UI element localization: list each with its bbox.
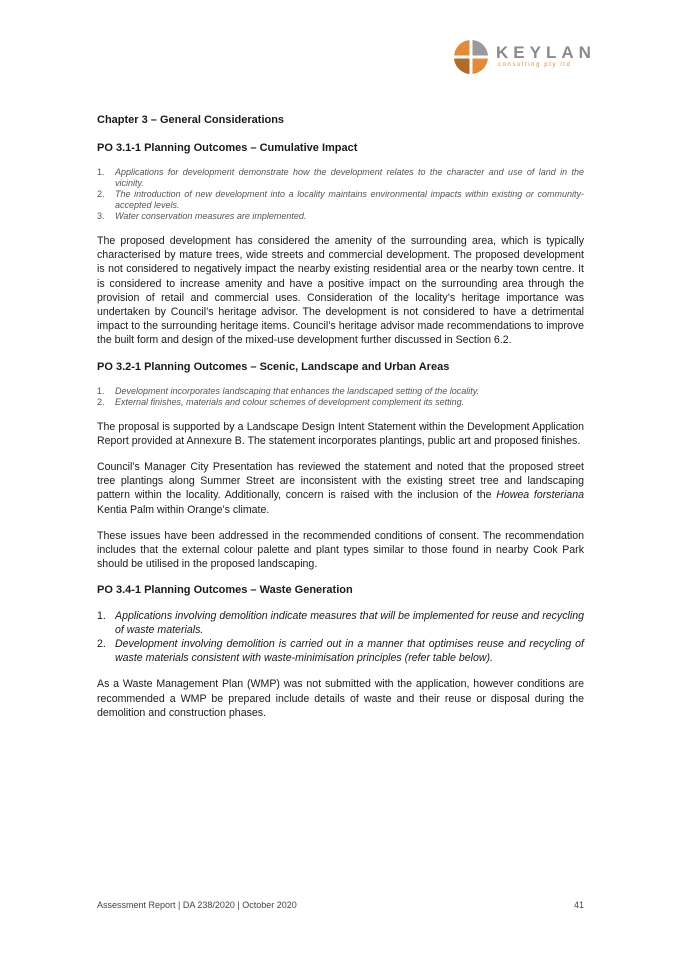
list-item: 2. The introduction of new development into a locality maintains environmental impacts within existing or community-accepted levels. <box>97 189 584 210</box>
section-heading: PO 3.2-1 Planning Outcomes – Scenic, Landscape and Urban Areas <box>97 360 450 373</box>
page-footer <box>97 900 584 910</box>
species-name: Howea forsteriana <box>496 489 584 502</box>
body-paragraph: As a Waste Management Plan (WMP) was not submitted with the application, however conditions are recommended a WMP be prepared include details of waste and their reuse or disposal during the demolition and construction phases. <box>97 678 584 719</box>
section-heading: PO 3.4-1 Planning Outcomes – Waste Generation <box>97 584 353 597</box>
body-paragraph: These issues have been addressed in the recommended conditions of consent. The recommendation includes that the external colour palette and plant types similar to those found in nearby Cook Park should be utilised in the proposed landscaping. <box>97 529 584 571</box>
body-paragraph: The proposed development has considered the amenity of the surrounding area, which is typically characterised by mature trees, wide streets and commercial development. The proposed development is not considered to negatively impact the nearby existing residential area or the nearby town centre. It is considered to increase amenity and have a positive impact on the surrounding area through the provision of retail and commercial uses. Consideration of the locality’s heritage importance was undertaken by Council’s heritage advisor. The development is not considered to have a detrimental impact to the surrounding heritage items. Council’s heritage advisor made recommendations to improve the built form and design of the mixed-use development further discussed in Section 6.2. <box>97 235 584 347</box>
document-body <box>97 113 584 732</box>
list-item: 2. External finishes, materials and colour schemes of development complement its setting. <box>97 396 465 407</box>
list-item: 1. Development incorporates landscaping that enhances the landscaped setting of the locality. <box>97 385 480 396</box>
company-logo <box>452 38 596 78</box>
list-item: 1. Applications involving demolition indicate measures that will be implemented for reuse and recycling of waste materials. <box>97 610 584 637</box>
logo-tagline: consulting pty ltd <box>498 62 572 68</box>
outcome-list <box>97 167 584 222</box>
list-item: 2. Development involving demolition is carried out in a manner that optimises reuse and recycling of waste materials consistent with waste-minimisation principles (refer table below). <box>97 638 584 665</box>
footer-text: Assessment Report | DA 238/2020 | October 2020 <box>97 900 297 910</box>
list-item: 1. Applications for development demonstrate how the development relates to the character and use of land in the vicinity. <box>97 167 584 188</box>
body-paragraph: Council’s Manager City Presentation has reviewed the statement and noted that the proposed street tree plantings along Summer Street are inconsistent with the existing street tree and landscaping pattern within the locality. Additionally, concern is raised with the inclusion of the Howea forsteriana Kentia Palm within Orange’s climate. <box>97 461 584 516</box>
body-paragraph: The proposal is supported by a Landscape Design Intent Statement within the Development Application Report provided at Annexure B. The statement incorporates plantings, public art and proposed finishes. <box>97 420 584 447</box>
list-item: 3. Water conservation measures are implemented. <box>97 211 307 221</box>
logo-wordmark: KEYLAN <box>496 43 596 62</box>
logo-mark-icon <box>452 38 490 76</box>
outcome-list <box>97 609 584 665</box>
section-heading: PO 3.1-1 Planning Outcomes – Cumulative Impact <box>97 142 358 154</box>
chapter-title: Chapter 3 – General Considerations <box>97 114 285 126</box>
outcome-list <box>97 386 584 408</box>
page-number: 41 <box>573 900 584 910</box>
